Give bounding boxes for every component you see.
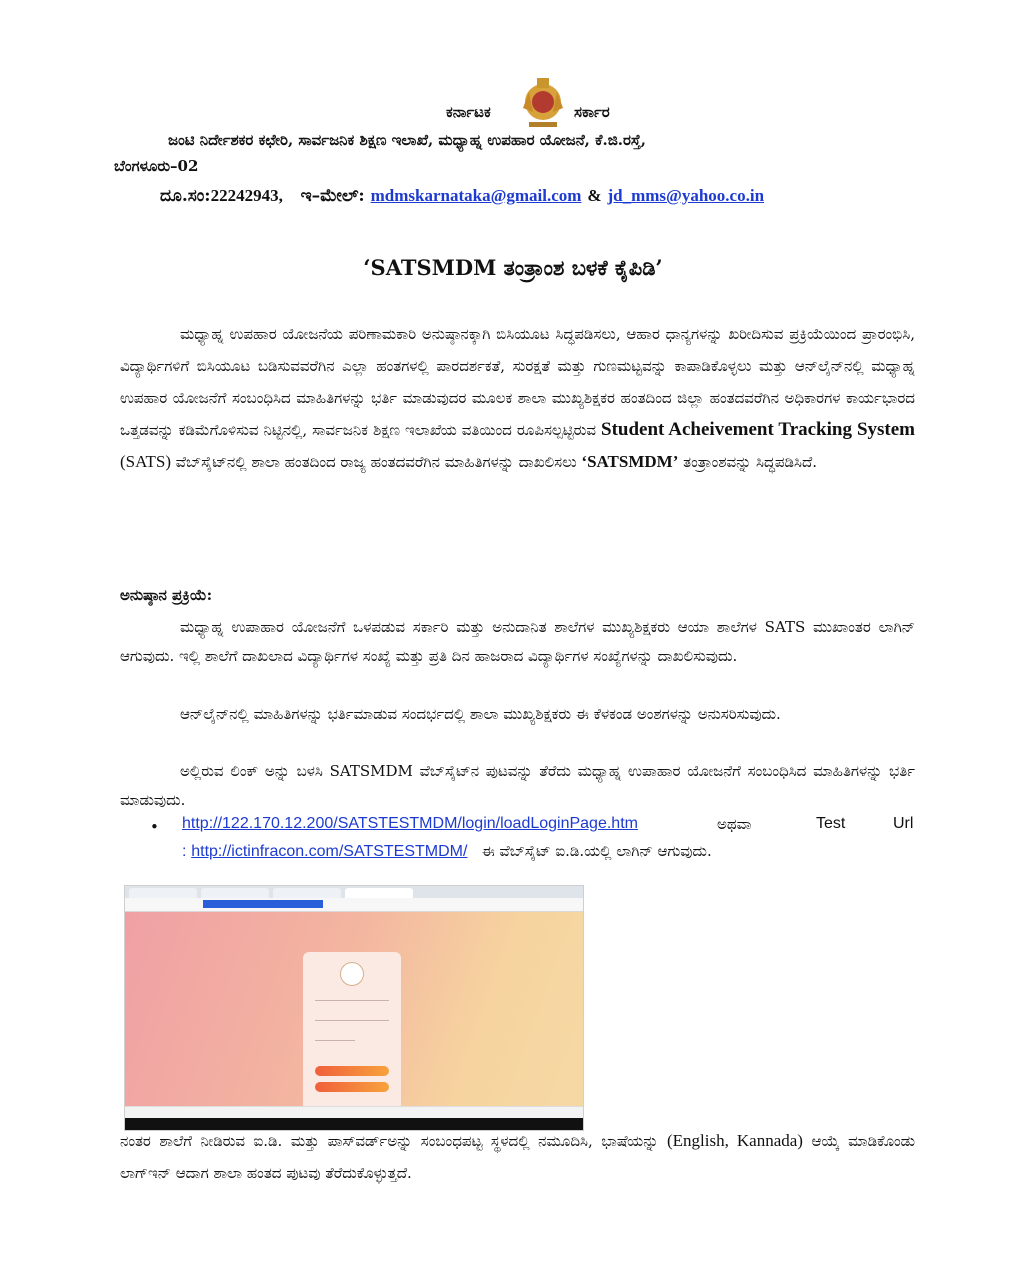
login-logo-icon [340, 962, 364, 986]
header-right-word: ಸರ್ಕಾರ [574, 103, 610, 121]
languages: (English, Kannada) [666, 1131, 803, 1150]
intro-text: ಮಧ್ಯಾಹ್ನ ಉಪಹಾರ ಯೋಜನೆಯ ಪರಿಣಾಮಕಾರಿ ಅನುಷ್ಠಾನಕ್ಕಾಗಿ ಬಿಸಿಯೂಟ ಸಿದ್ಧಪಡಿಸಲು, ಆಹಾರ ಧಾನ್ಯಗಳನ್ನು ಖರೀದಿಸುವ ಪ್ರಕ್ರಿಯೆಯಿಂದ ಪ್ರಾರಂಭಿಸಿ, ವಿದ್ಯಾರ್ಥಿಗಳಿಗೆ ಬಿಸಿಯೂಟ ಬಡಿಸುವವರೆಗಿನ ಎಲ್ಲಾ ಹಂತಗಳಲ್ಲಿ ಪಾರದರ್ಶಕತೆ, ಸುರಕ್ಷತೆ ಮತ್ತು ಗುಣಮಟ್ಟವನ್ನು ಕಾಪಾಡಿಕೊಳ್ಳಲು ಮತ್ತು ಆನ್‌ಲೈನ್‌ನಲ್ಲಿ ಮಧ್ಯಾಹ್ನ ಉಪಹಾರ ಯೋಜನೆಗೆ ಸಂಬಂಧಿಸಿದ ಮಾಹಿತಿಗಳನ್ನು ಭರ್ತಿ ಮಾಡುವುದರ ಮೂಲಕ ಶಾಲಾ ಮುಖ್ಯಶಿಕ್ಷಕರ ಹಂತದಿಂದ ಜಿಲ್ಲಾ ಹಂತದವರೆಗಿನ ಅಧಿಕಾರಗಳ ಕಾರ್ಯಭಾರದ ಒತ್ತಡವನ್ನು ಕಡಿಮೆಗೊಳಿಸುವ ನಿಟ್ಟಿನಲ್ಲಿ, ಸಾರ್ವಜನಿಕ ಶಿಕ್ಷಣ ಇಲಾಖೆಯ ವತಿಯಿಂದ ರೂಪಿಸಲ್ಪಟ್ಟಿರುವ [120, 325, 915, 439]
intro-text-2: ವೆಬ್‌ಸೈಟ್‌ನಲ್ಲಿ ಶಾಲಾ ಹಂತದಿಂದ ರಾಜ್ಯ ಹಂತದವರೆಗಿನ ಮಾಹಿತಿಗಳನ್ನು ದಾಖಲಿಸಲು [175, 453, 577, 471]
test-word: Test [816, 815, 846, 832]
browser-tab [345, 888, 413, 898]
section-heading: ಅನುಷ್ಠಾನ ಪ್ರಕ್ರಿಯೆ: [120, 586, 213, 604]
browser-tab [201, 888, 269, 898]
browser-tab-bar [125, 886, 583, 898]
bullet-dot: • [150, 818, 159, 836]
office-address-line: ಜಂಟಿ ನಿರ್ದೇಶಕರ ಕಛೇರಿ, ಸಾರ್ವಜನಿಕ ಶಿಕ್ಷಣ ಇಲಾಖೆ, ಮಧ್ಯಾಹ್ನ ಉಪಹಾರ ಯೋಜನೆ, ಕೆ.ಜಿ.ರಸ್ತೆ, [168, 131, 646, 149]
phone-number: 22242943, [210, 186, 283, 205]
header-left-word: ಕರ್ನಾಟಕ [446, 103, 491, 121]
karnataka-emblem-icon [517, 72, 569, 130]
browser-address-bar [125, 898, 583, 912]
login-page-link[interactable]: http://122.170.12.200/SATSTESTMDM/login/loadLoginPage.htm [182, 815, 638, 832]
document-title: ‘SATSMDM ತಂತ್ರಾಂಶ ಬಳಕೆ ಕೈಪಿಡಿ’ [363, 255, 663, 280]
email-separator: & [587, 186, 602, 205]
bullet-tail-text: ಈ ವೆಬ್‌ಸೈಟ್ ಐ.ಡಿ.ಯಲ್ಲಿ ಲಾಗಿನ್ ಆಗುವುದು. [481, 842, 712, 860]
process-paragraph-1 [120, 613, 915, 671]
process-text-3: ಅಲ್ಲಿರುವ ಲಿಂಕ್ ಅನ್ನು ಬಳಸಿ SATSMDM ವೆಬ್‌ಸೈಟ್‌ನ ಪುಟವನ್ನು ತೆರೆದು ಮಧ್ಯಾಹ್ನ ಉಪಾಹಾರ ಯೋಜನೆಗೆ ಸಂಬಂಧಿಸಿದ ಮಾಹಿತಿಗಳನ್ನು ಭರ್ತಿ ಮಾಡುವುದು. [120, 762, 915, 809]
or-word: ಅಥವಾ [717, 815, 752, 833]
intro-text-3: ತಂತ್ರಾಂಶವನ್ನು ಸಿದ್ಧಪಡಿಸಿದೆ. [683, 453, 818, 471]
login-button-shape [315, 1066, 389, 1076]
address-highlight [203, 900, 323, 908]
login-screenshot [124, 885, 584, 1131]
username-field-line [315, 1000, 389, 1001]
intro-paragraph [120, 318, 915, 478]
process-paragraph-2 [120, 700, 915, 729]
closing-paragraph [120, 1125, 915, 1189]
colon: : [182, 843, 187, 860]
phone-prefix: ದೂ.ಸಂ: [160, 186, 211, 206]
email-link-1[interactable]: mdmskarnataka@gmail.com [370, 186, 582, 205]
browser-tab [273, 888, 341, 898]
process-text-1: ಮಧ್ಯಾಹ್ನ ಉಪಾಹಾರ ಯೋಜನೆಗೆ ಒಳಪಡುವ ಸರ್ಕಾರಿ ಮತ್ತು ಅನುದಾನಿತ ಶಾಲೆಗಳ ಮುಖ್ಯಶಿಕ್ಷಕರು ಆಯಾ ಶಾಲೆಗಳ SATS ಮುಖಾಂತರ ಲಾಗಿನ್ ಆಗುವುದು. ಇಲ್ಲಿ ಶಾಲೆಗೆ ದಾಖಲಾದ ವಿದ್ಯಾರ್ಥಿಗಳ ಸಂಖ್ಯೆ ಮತ್ತು ಪ್ರತಿ ದಿನ ಹಾಜರಾದ ವಿದ್ಯಾರ್ಥಿಗಳ ಸಂಖ್ಯೆಗಳನ್ನು ದಾಖಲಿಸುವುದು. [120, 618, 915, 665]
email-label: ಇ–ಮೇಲ್: [300, 186, 365, 206]
satsmdm-name: ‘SATSMDM’ [581, 452, 679, 471]
process-paragraph-3 [120, 757, 915, 815]
login-background [125, 912, 583, 1106]
system-name: Student Acheivement Tracking System [601, 419, 915, 440]
url-word: Url [893, 815, 914, 832]
login-card [303, 952, 401, 1112]
sats-abbrev: (SATS) [120, 452, 172, 471]
contact-line [160, 186, 764, 206]
browser-tab [129, 888, 197, 898]
reset-button-shape [315, 1082, 389, 1092]
closing-text-2: ಆಯ್ಕೆ ಮಾಡಿಕೊಂಡು ಲಾಗ್‌ಇನ್ ಆದಾಗ ಶಾಲಾ ಹಂತದ ಪುಟವು ತೆರೆದುಕೊಳ್ಳುತ್ತದೆ. [120, 1132, 915, 1182]
email-link-2[interactable]: jd_mms@yahoo.co.in [607, 186, 765, 205]
closing-text: ನಂತರ ಶಾಲೆಗೆ ನೀಡಿರುವ ಐ.ಡಿ. ಮತ್ತು ಪಾಸ್‌ವರ್ಡ್‌ಅನ್ನು ಸಂಬಂಧಪಟ್ಟ ಸ್ಥಳದಲ್ಲಿ ನಮೂದಿಸಿ, ಭಾಷೆಯನ್ನು [120, 1132, 659, 1150]
office-city-line: ಬೆಂಗಳೂರು–02 [114, 157, 199, 175]
bullet-second-line [182, 842, 712, 861]
captcha-field-line [315, 1040, 355, 1041]
process-text-2: ಆನ್‌ಲೈನ್‌ನಲ್ಲಿ ಮಾಹಿತಿಗಳನ್ನು ಭರ್ತಿಮಾಡುವ ಸಂದರ್ಭದಲ್ಲಿ ಶಾಲಾ ಮುಖ್ಯಶಿಕ್ಷಕರು ಈ ಕೆಳಕಂಡ ಅಂಶಗಳನ್ನು ಅನುಸರಿಸುವುದು. [180, 705, 781, 723]
password-field-line [315, 1020, 389, 1021]
test-url-link[interactable]: http://ictinfracon.com/SATSTESTMDM/ [191, 843, 468, 860]
